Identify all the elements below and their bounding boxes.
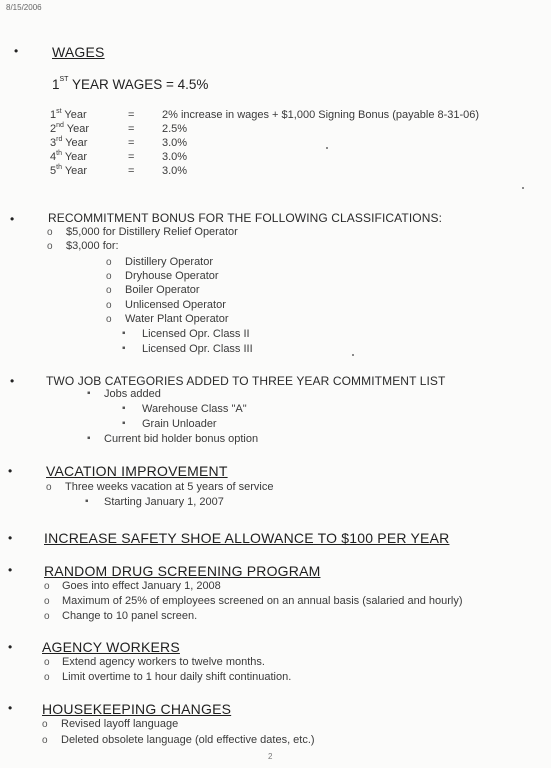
circle-bullet: o <box>44 581 50 592</box>
section-bullet: • <box>8 640 13 654</box>
wage-row-year: 2nd Year <box>50 122 90 135</box>
list-item: Grain Unloader <box>142 418 217 430</box>
list-item: Jobs added <box>104 388 161 400</box>
circle-bullet: o <box>106 271 112 282</box>
wage-row-eq: = <box>128 151 135 163</box>
list-item: Dryhouse Operator <box>125 270 219 282</box>
square-bullet: ▪ <box>122 328 126 339</box>
circle-bullet: o <box>44 596 50 607</box>
circle-bullet: o <box>42 735 48 746</box>
wages-heading: WAGES <box>52 44 105 60</box>
wage-row-value: 3.0% <box>162 151 188 163</box>
list-item: Deleted obsolete language (old effective dates, etc.) <box>61 734 315 746</box>
agency-heading: AGENCY WORKERS <box>42 639 180 655</box>
circle-bullet: o <box>46 482 52 493</box>
drug-heading: RANDOM DRUG SCREENING PROGRAM <box>44 563 321 579</box>
page-number: 2 <box>268 752 273 761</box>
section-bullet: • <box>10 374 15 388</box>
wage-row-year: 1st Year <box>50 108 87 121</box>
square-bullet: ▪ <box>87 433 91 444</box>
two-jobs-heading: TWO JOB CATEGORIES ADDED TO THREE YEAR COMMITMENT LIST <box>46 374 446 388</box>
wage-row-eq: = <box>128 137 135 149</box>
wage-row-value: 2% increase in wages + $1,000 Signing Bonus (payable 8-31-06) <box>162 109 480 121</box>
list-item: Revised layoff language <box>61 718 179 730</box>
section-bullet: • <box>8 464 13 478</box>
section-bullet: • <box>10 212 15 226</box>
wage-row-value: 3.0% <box>162 165 188 177</box>
wage-row-eq: = <box>128 165 135 177</box>
list-item: Current bid holder bonus option <box>104 433 259 445</box>
section-bullet: • <box>8 563 13 577</box>
circle-bullet: o <box>106 257 112 268</box>
vacation-heading: VACATION IMPROVEMENT <box>46 463 228 479</box>
housekeeping-heading: HOUSEKEEPING CHANGES <box>42 701 232 717</box>
list-item: Unlicensed Operator <box>125 299 226 311</box>
list-item: Starting January 1, 2007 <box>104 496 224 508</box>
list-item: Limit overtime to 1 hour daily shift continuation. <box>62 671 292 683</box>
circle-bullet: o <box>42 719 48 730</box>
list-item: Licensed Opr. Class III <box>142 343 253 355</box>
list-item: $5,000 for Distillery Relief Operator <box>66 226 238 238</box>
circle-bullet: o <box>44 672 50 683</box>
square-bullet: ▪ <box>85 496 89 507</box>
document-date: 8/15/2006 <box>6 3 42 12</box>
square-bullet: ▪ <box>122 403 126 414</box>
circle-bullet: o <box>44 611 50 622</box>
list-item: Warehouse Class "A" <box>142 403 247 415</box>
list-item: Three weeks vacation at 5 years of service <box>65 481 274 493</box>
square-bullet: ▪ <box>87 388 91 399</box>
scan-speck <box>326 147 328 149</box>
wage-row-year: 3rd Year <box>50 136 88 149</box>
list-item: Boiler Operator <box>125 284 200 296</box>
scan-speck <box>352 354 354 356</box>
recommitment-heading: RECOMMITMENT BONUS FOR THE FOLLOWING CLASSIFICATIONS: <box>48 211 442 225</box>
wage-row-value: 2.5% <box>162 123 188 135</box>
square-bullet: ▪ <box>122 343 126 354</box>
section-bullet: • <box>8 701 13 715</box>
list-item: Licensed Opr. Class II <box>142 328 250 340</box>
square-bullet: ▪ <box>122 418 126 429</box>
list-item: Maximum of 25% of employees screened on an annual basis (salaried and hourly) <box>62 595 463 607</box>
list-item: Distillery Operator <box>125 256 214 268</box>
section-bullet: • <box>14 44 19 58</box>
list-item: Water Plant Operator <box>125 313 229 325</box>
section-bullet: • <box>8 531 13 545</box>
list-item: $3,000 for: <box>66 240 119 252</box>
circle-bullet: o <box>106 314 112 325</box>
wage-row-year: 5th Year <box>50 164 88 177</box>
list-item: Change to 10 panel screen. <box>62 610 198 622</box>
circle-bullet: o <box>47 227 53 238</box>
wage-row-year: 4th Year <box>50 150 88 163</box>
wage-row-eq: = <box>128 123 135 135</box>
circle-bullet: o <box>106 285 112 296</box>
circle-bullet: o <box>44 657 50 668</box>
scan-speck <box>522 187 524 189</box>
circle-bullet: o <box>47 241 53 252</box>
list-item: Goes into effect January 1, 2008 <box>62 580 221 592</box>
first-year-wages: 1ST YEAR WAGES = 4.5% <box>52 76 209 92</box>
shoe-heading: INCREASE SAFETY SHOE ALLOWANCE TO $100 PER YEAR <box>44 530 450 546</box>
wage-row-value: 3.0% <box>162 137 188 149</box>
list-item: Extend agency workers to twelve months. <box>62 656 265 668</box>
wage-row-eq: = <box>128 109 135 121</box>
circle-bullet: o <box>106 300 112 311</box>
